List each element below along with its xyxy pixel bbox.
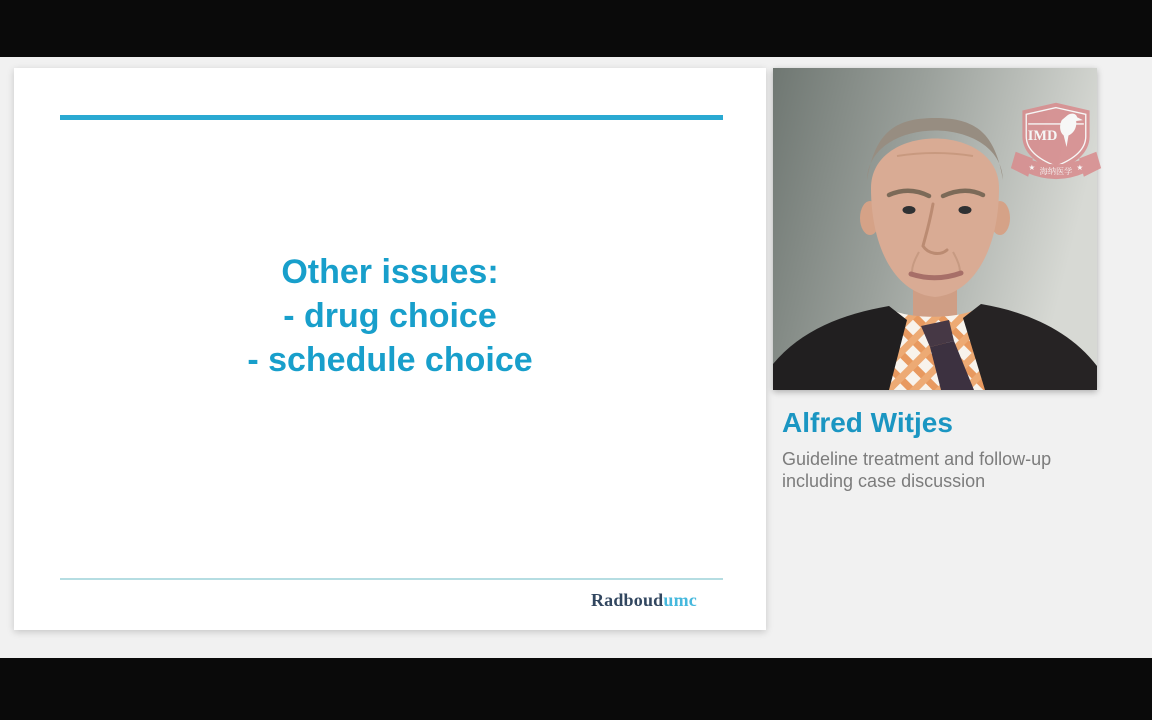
speaker-name: Alfred Witjes bbox=[782, 407, 953, 438]
slide-accent-rule bbox=[60, 115, 723, 120]
letterbox-bar-bottom bbox=[0, 658, 1152, 720]
imd-badge bbox=[1008, 98, 1104, 194]
ribbon-star-left: ★ bbox=[1028, 163, 1036, 172]
radboudumc-logo bbox=[591, 590, 697, 611]
presentation-slide bbox=[14, 68, 766, 630]
badge-text: IMD bbox=[1027, 128, 1058, 145]
speaker-photo bbox=[773, 68, 1097, 390]
speaker-description: Guideline treatment and follow-up including case discussion bbox=[782, 449, 1052, 491]
ribbon-text: 海纳医学 bbox=[1039, 166, 1073, 176]
slide-footer-rule bbox=[60, 578, 723, 580]
slide-title-line-1: Other issues: bbox=[281, 253, 499, 291]
video-stage[interactable] bbox=[0, 57, 1152, 658]
slide-title-line-2: - drug choice bbox=[283, 297, 497, 335]
letterbox-bar-top bbox=[0, 0, 1152, 57]
eye-left bbox=[903, 206, 916, 214]
radboudumc-logo-radboud: Radboud bbox=[590, 590, 664, 610]
ribbon-star-right: ★ bbox=[1076, 163, 1084, 172]
eye-right bbox=[959, 206, 972, 214]
radboudumc-logo-umc: umc bbox=[663, 590, 697, 610]
slide-title-line-3: - schedule choice bbox=[247, 341, 533, 379]
slide-title bbox=[14, 250, 766, 382]
